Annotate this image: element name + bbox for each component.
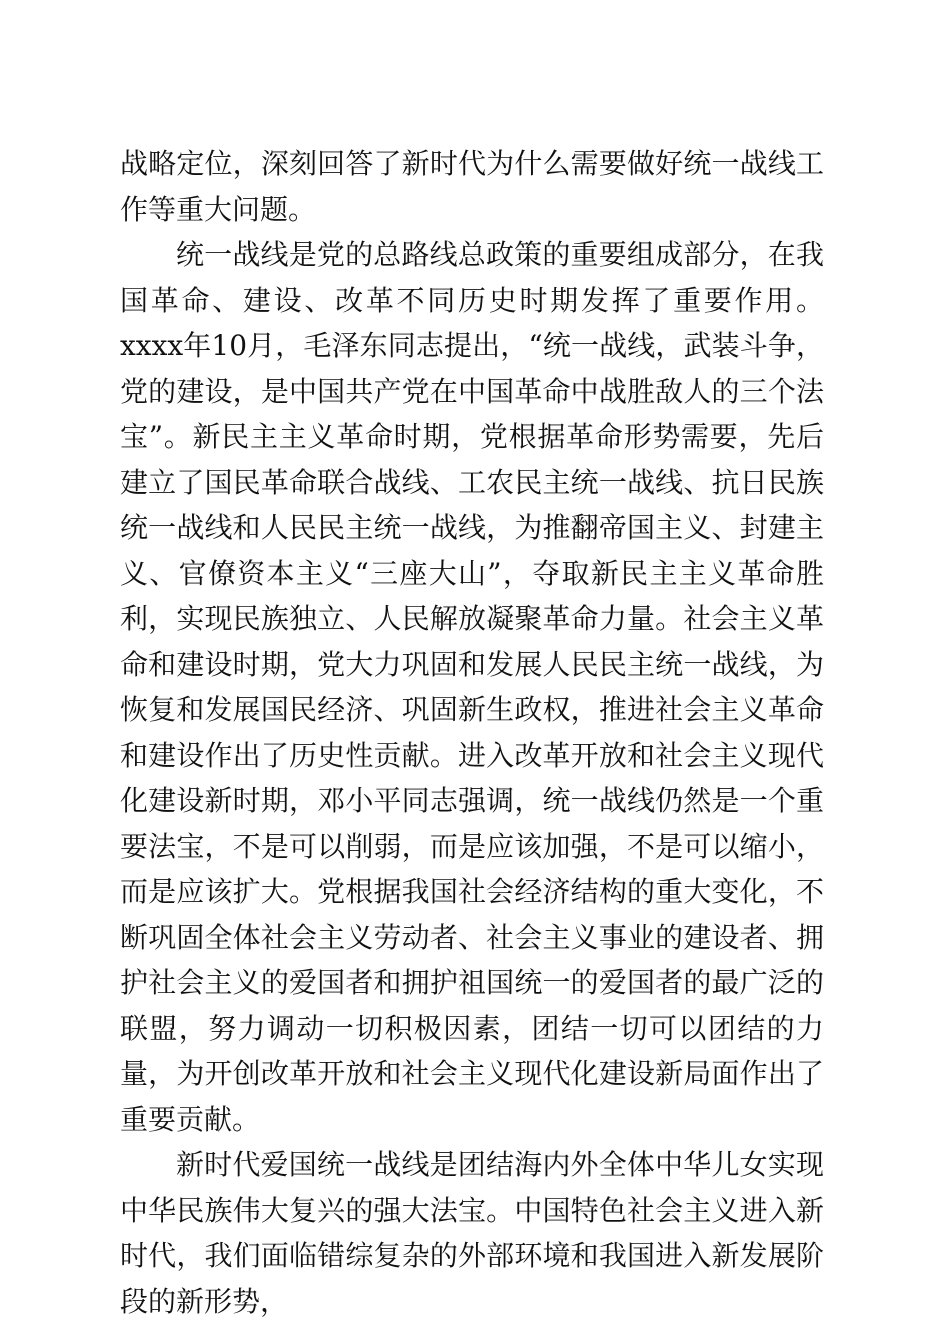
paragraph-continued: 战略定位，深刻回答了新时代为什么需要做好统一战线工作等重大问题。 [120,147,824,226]
paragraph-united-front-history: 统一战线是党的总路线总政策的重要组成部分，在我国革命、建设、改革不同历史时期发挥了重要作用。xxxx年10月，毛泽东同志提出，“统一战线，武装斗争，党的建设，是中国共产党在中国革命中战胜敌人的三个法宝”。新民主主义革命时期，党根据革命形势需要，先后建立了国民革命联合战线、工农民主统一战线、抗日民族统一战线和人民民主统一战线，为推翻帝国主义、封建主义、官僚资本主义“三座大山”，夺取新民主主义革命胜利，实现民族独立、人民解放凝聚革命力量。社会主义革命和建设时期，党大力巩固和发展人民民主统一战线，为恢复和发展国民经济、巩固新生政权，推进社会主义革命和建设作出了历史性贡献。进入改革开放和社会主义现代化建设新时期，邓小平同志强调，统一战线仍然是一个重要法宝，不是可以削弱，而是应该加强，不是可以缩小，而是应该扩大。党根据我国社会经济结构的重大变化，不断巩固全体社会主义劳动者、社会主义事业的建设者、拥护社会主义的爱国者和拥护祖国统一的爱国者的最广泛的联盟，努力调动一切积极因素，团结一切可以团结的力量，为开创改革开放和社会主义现代化建设新局面作出了重要贡献。 [120,238,824,1136]
paragraph-new-era: 新时代爱国统一战线是团结海内外全体中华儿女实现中华民族伟大复兴的强大法宝。中国特色社会主义进入新时代，我们面临错综复杂的外部环境和我国进入新发展阶段的新形势， [120,1148,824,1318]
document-body [120,141,824,1324]
